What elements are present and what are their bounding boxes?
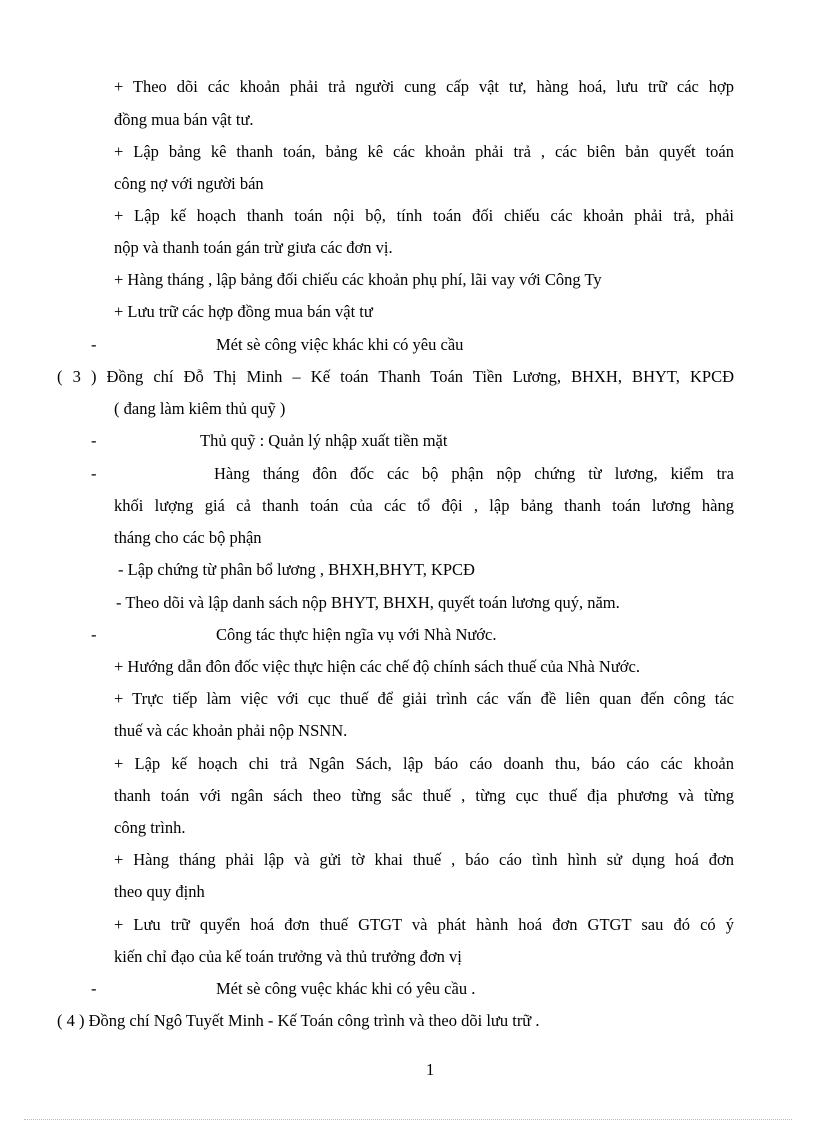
text-line: Thủ quỹ : Quản lý nhập xuất tiền mặt <box>200 431 448 450</box>
text-line: + Hàng tháng , lập bảng đối chiếu các khoản phụ phí, lãi vay với Công Ty <box>114 270 602 289</box>
bullet-dash: - <box>91 625 97 644</box>
text-line: - Lập chứng từ phân bổ lương , BHXH,BHYT, KPCĐ <box>118 560 475 579</box>
bullet-dash: - <box>91 979 97 998</box>
text-line: nộp và thanh toán gán trừ giưa các đơn vị. <box>114 238 393 257</box>
text-line: Mét sè công vuệc khác khi có yêu cầu . <box>216 979 476 998</box>
text-line: thanh toán với ngân sách theo từng sắc thuế , từng cục thuế địa phương và từng <box>114 786 734 805</box>
text-line: - Theo dõi và lập danh sách nộp BHYT, BHXH, quyết toán lương quý, năm. <box>116 593 620 612</box>
text-line: công trình. <box>114 818 186 837</box>
text-line: + Lưu trữ các hợp đồng mua bán vật tư <box>114 302 373 321</box>
text-line: theo quy định <box>114 882 205 901</box>
bullet-dash: - <box>91 431 97 450</box>
text-line: + Lập kế hoạch thanh toán nội bộ, tính toán đối chiếu các khoản phải trả, phải <box>114 206 734 225</box>
text-line: thuế và các khoản phải nộp NSNN. <box>114 721 348 740</box>
page-number: 1 <box>426 1060 435 1079</box>
bullet-dash: - <box>91 335 97 354</box>
section-heading: ( 4 ) Đồng chí Ngô Tuyết Minh - Kế Toán công trình và theo dõi lưu trữ . <box>57 1011 540 1030</box>
text-line: tháng cho các bộ phận <box>114 528 262 547</box>
text-line: + Theo dõi các khoản phải trả người cung cấp vật tư, hàng hoá, lưu trữ các hợp <box>114 77 734 96</box>
text-line: Mét sè công việc khác khi có yêu cầu <box>216 335 464 354</box>
text-line: + Lập bảng kê thanh toán, bảng kê các khoản phải trả , các biên bản quyết toán <box>114 142 734 161</box>
text-line: kiến chỉ đạo của kế toán trưởng và thủ trưởng đơn vị <box>114 947 462 966</box>
text-line: ( đang làm kiêm thủ quỹ ) <box>114 399 286 418</box>
text-line: Hàng tháng đôn đốc các bộ phận nộp chứng từ lương, kiểm tra <box>214 464 734 483</box>
text-line: + Trực tiếp làm việc với cục thuế để giải trình các vấn đề liên quan đến công tác <box>114 689 734 708</box>
page-bottom-divider <box>24 1119 792 1120</box>
bullet-dash: - <box>91 464 97 483</box>
text-line: + Lưu trữ quyển hoá đơn thuế GTGT và phát hành hoá đơn GTGT sau đó có ý <box>114 915 734 934</box>
text-line: + Hướng dẫn đôn đốc việc thực hiện các chế độ chính sách thuế của Nhà Nước. <box>114 657 640 676</box>
text-line: Công tác thực hiện ngĩa vụ với Nhà Nước. <box>216 625 497 644</box>
text-line: công nợ với người bán <box>114 174 264 193</box>
text-line: + Hàng tháng phải lập và gửi tờ khai thuế , báo cáo tình hình sử dụng hoá đơn <box>114 850 734 869</box>
section-heading: ( 3 ) Đồng chí Đỗ Thị Minh – Kế toán Thanh Toán Tiền Lương, BHXH, BHYT, KPCĐ <box>57 367 734 386</box>
text-line: khối lượng giá cả thanh toán của các tổ đội , lập bảng thanh toán lương hàng <box>114 496 734 515</box>
text-line: + Lập kế hoạch chi trả Ngân Sách, lập báo cáo doanh thu, báo cáo các khoản <box>114 754 734 773</box>
text-line: đồng mua bán vật tư. <box>114 110 254 129</box>
